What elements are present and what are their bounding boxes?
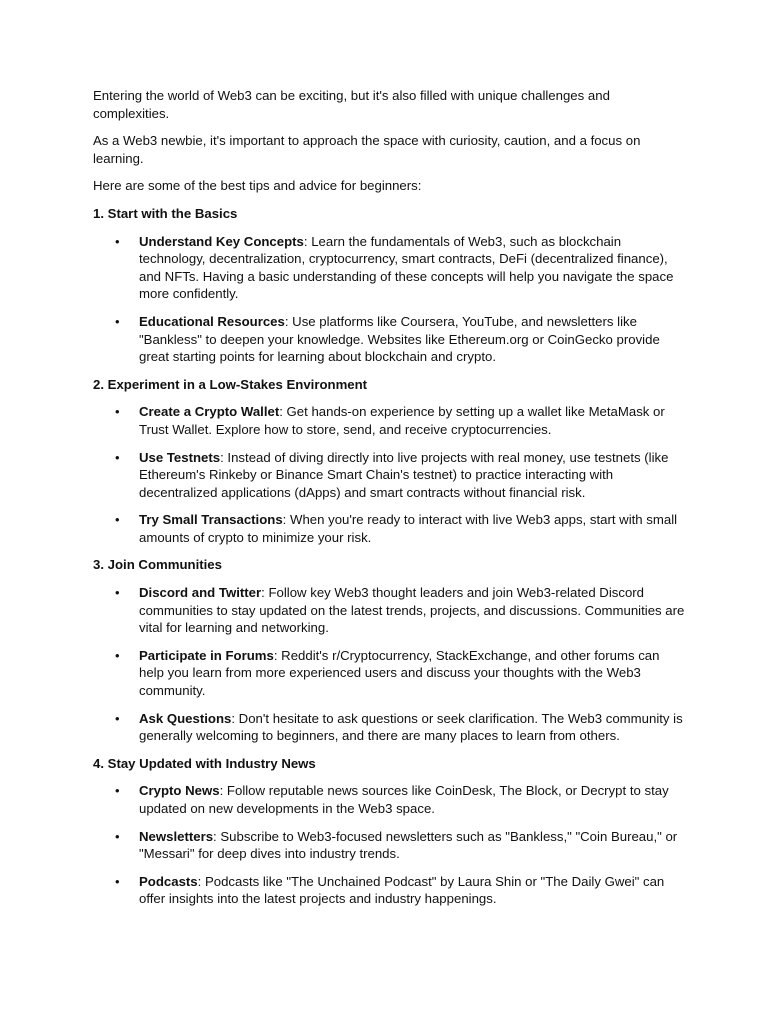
item-text: : Podcasts like "The Unchained Podcast" by Laura Shin or "The Daily Gwei" can offer insights into the latest projects and industry happenings. (139, 873, 665, 907)
list-item (93, 647, 688, 700)
item-text: : Instead of diving directly into live projects with real money, use testnets (like Ethereum's Rinkeby or Binance Smart Chain's testnet) to practice interacting with decentralized applications (dApps) and smart contracts without financial risk. (139, 449, 669, 500)
item-text: : Get hands-on experience by setting up a wallet like MetaMask or Trust Wallet. Explore how to store, send, and receive cryptocurrencies. (139, 404, 665, 437)
bullet-icon: • (115, 313, 120, 329)
list-item (93, 584, 688, 637)
bullet-list (93, 233, 688, 366)
item-term: Understand Key Concepts (139, 233, 304, 249)
intro-paragraph: Here are some of the best tips and advice for beginners: (93, 178, 422, 194)
section-heading: 4. Stay Updated with Industry News (93, 755, 316, 771)
section-heading: 3. Join Communities (93, 557, 222, 573)
item-text: : Use platforms like Coursera, YouTube, and newsletters like "Bankless" to deepen your knowledge. Websites like Ethereum.org or CoinGecko provide great starting points for learning about blockchain and crypto. (139, 313, 660, 365)
bullet-icon: • (115, 710, 120, 726)
item-term: Discord and Twitter (139, 585, 262, 601)
list-item (93, 782, 688, 817)
bullet-icon: • (115, 512, 120, 528)
item-term: Create a Crypto Wallet (139, 404, 280, 420)
list-item (93, 710, 688, 745)
section-heading: 1. Start with the Basics (93, 205, 238, 221)
list-item (93, 828, 688, 863)
item-text: : Follow reputable news sources like CoinDesk, The Block, or Decrypt to stay updated on new developments in the Web3 space. (139, 783, 669, 816)
item-text: : When you're ready to interact with live Web3 apps, start with small amounts of crypto to minimize your risk. (139, 512, 678, 545)
item-term: Newsletters (139, 828, 214, 844)
item-text: : Learn the fundamentals of Web3, such as blockchain technology, decentralization, cryptocurrency, smart contracts, DeFi (decentralized finance), and NFTs. Having a basic understanding of these concepts will help you navigate the space more confidently. (139, 233, 674, 302)
item-text: : Reddit's r/Cryptocurrency, StackExchange, and other forums can help you learn from more experienced users and discuss your thoughts with the Web3 community. (139, 647, 660, 699)
list-item (93, 873, 688, 908)
list-item (93, 233, 688, 303)
bullet-icon: • (115, 873, 120, 889)
list-item (93, 403, 688, 438)
item-term: Podcasts (139, 873, 198, 889)
intro-paragraph: Entering the world of Web3 can be exciting, but it's also filled with unique challenges and complexities. (93, 88, 610, 121)
item-text: : Follow key Web3 thought leaders and join Web3-related Discord communities to stay updated on the latest trends, projects, and discussions. Communities are vital for learning and networking. (139, 585, 685, 636)
bullet-icon: • (115, 783, 120, 799)
list-item (93, 511, 688, 546)
bullet-list (93, 403, 688, 546)
item-term: Educational Resources (139, 313, 285, 329)
item-term: Crypto News (139, 783, 220, 799)
section-heading: 2. Experiment in a Low-Stakes Environment (93, 376, 368, 392)
list-item (93, 313, 688, 366)
bullet-icon: • (115, 404, 120, 420)
bullet-list (93, 584, 688, 745)
item-text: : Don't hesitate to ask questions or seek clarification. The Web3 community is generally welcoming to beginners, and there are many places to learn from others. (139, 710, 683, 744)
item-text: : Subscribe to Web3-focused newsletters such as "Bankless," "Coin Bureau," or "Messari" for deep dives into industry trends. (139, 828, 678, 862)
item-term: Try Small Transactions (139, 512, 283, 528)
bullet-list (93, 782, 688, 908)
list-item (93, 449, 688, 502)
bullet-icon: • (115, 828, 120, 844)
item-term: Ask Questions (139, 710, 232, 726)
intro-paragraph: As a Web3 newbie, it's important to approach the space with curiosity, caution, and a focus on learning. (93, 133, 641, 166)
item-term: Participate in Forums (139, 647, 274, 663)
bullet-icon: • (115, 647, 120, 663)
item-term: Use Testnets (139, 449, 221, 465)
bullet-icon: • (115, 233, 120, 249)
bullet-icon: • (115, 449, 120, 465)
bullet-icon: • (115, 585, 120, 601)
